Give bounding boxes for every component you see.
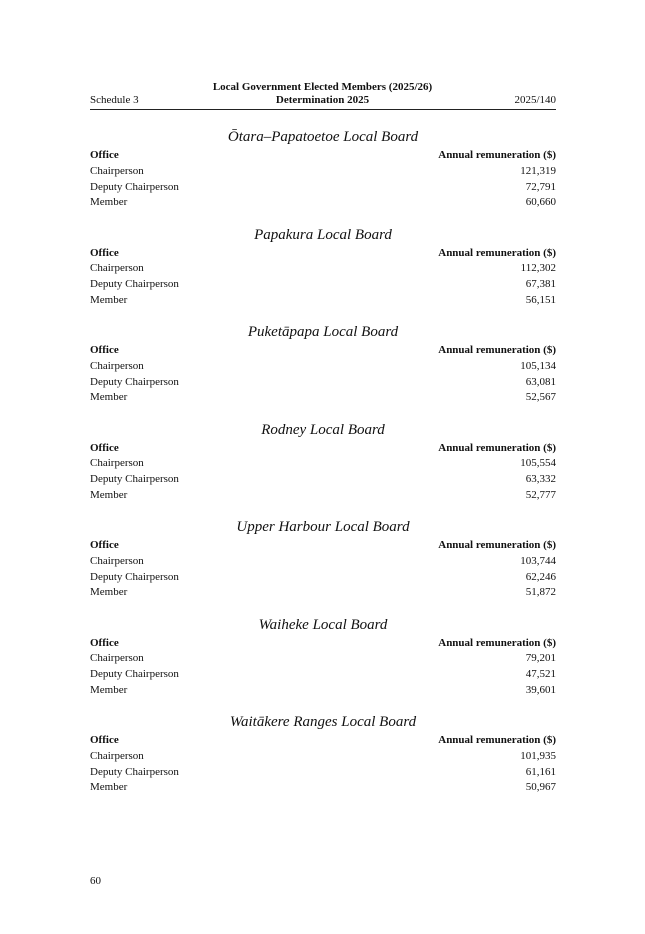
board-title: Puketāpapa Local Board — [247, 324, 399, 340]
table-row — [90, 667, 556, 683]
table-header-row — [90, 636, 556, 652]
amount-cell: 67,381 — [525, 278, 556, 291]
column-header-office: Office — [90, 149, 119, 161]
table-header-row — [90, 733, 556, 749]
column-header-office: Office — [90, 246, 119, 259]
column-header-remuneration: Annual remuneration ($) — [438, 149, 556, 161]
header-title — [200, 81, 445, 107]
column-header-remuneration: Annual remuneration ($) — [438, 636, 556, 649]
header-divider — [90, 109, 556, 110]
amount-cell: 47,521 — [525, 668, 556, 681]
board-title: Rodney Local Board — [261, 421, 385, 438]
table-row — [90, 277, 556, 293]
board-section — [90, 616, 556, 714]
column-header-remuneration: Annual remuneration ($) — [438, 734, 556, 746]
table-row — [90, 390, 556, 406]
office-cell: Deputy Chairperson — [90, 765, 179, 778]
office-cell: Member — [90, 586, 128, 599]
table-row — [90, 570, 556, 586]
office-cell: Member — [90, 196, 128, 209]
office-cell: Chairperson — [90, 749, 144, 762]
office-cell: Member — [90, 293, 128, 306]
table-row — [90, 456, 556, 472]
column-header-office: Office — [90, 734, 119, 746]
header-reference: 2025/140 — [514, 94, 556, 106]
office-cell: Chairperson — [90, 262, 144, 275]
table-row — [90, 749, 556, 765]
board-title: Upper Harbour Local Board — [236, 519, 410, 535]
table-header-row — [90, 246, 556, 262]
amount-cell: 52,777 — [525, 488, 556, 501]
table-row — [90, 554, 556, 570]
office-cell: Deputy Chairperson — [90, 278, 179, 291]
boards-content — [90, 128, 556, 811]
amount-cell: 72,791 — [525, 180, 556, 193]
column-header-remuneration: Annual remuneration ($) — [438, 441, 556, 454]
board-title: Papakura Local Board — [254, 226, 392, 243]
table-row — [90, 261, 556, 277]
amount-cell: 121,319 — [520, 164, 556, 177]
board-title: Waiheke Local Board — [258, 616, 388, 633]
amount-cell: 63,081 — [525, 375, 556, 388]
table-header-row — [90, 538, 556, 554]
table-row — [90, 780, 556, 796]
office-cell: Deputy Chairperson — [90, 180, 179, 193]
amount-cell: 103,744 — [520, 554, 556, 567]
table-row — [90, 164, 556, 180]
column-header-office: Office — [90, 344, 119, 356]
amount-cell: 101,935 — [520, 749, 556, 762]
board-section — [90, 128, 556, 226]
office-cell: Member — [90, 683, 128, 696]
table-row — [90, 375, 556, 391]
office-cell: Member — [90, 391, 128, 404]
column-header-remuneration: Annual remuneration ($) — [438, 344, 556, 356]
header-schedule: Schedule 3 — [90, 94, 139, 106]
office-cell: Chairperson — [90, 652, 144, 665]
column-header-office: Office — [90, 636, 119, 649]
office-cell: Chairperson — [90, 554, 144, 567]
amount-cell: 61,161 — [525, 765, 556, 778]
column-header-office: Office — [90, 539, 119, 551]
board-section — [90, 518, 556, 616]
table-row — [90, 683, 556, 699]
table-row — [90, 585, 556, 601]
column-header-remuneration: Annual remuneration ($) — [438, 246, 556, 259]
table-row — [90, 472, 556, 488]
amount-cell: 62,246 — [525, 570, 556, 583]
amount-cell: 79,201 — [525, 652, 556, 665]
amount-cell: 60,660 — [525, 196, 556, 209]
amount-cell: 105,134 — [520, 359, 556, 372]
table-row — [90, 293, 556, 309]
board-section — [90, 713, 556, 811]
amount-cell: 52,567 — [525, 391, 556, 404]
column-header-remuneration: Annual remuneration ($) — [438, 539, 556, 551]
page-number: 60 — [90, 875, 101, 887]
amount-cell: 56,151 — [525, 293, 556, 306]
office-cell: Member — [90, 781, 128, 794]
column-header-office: Office — [90, 441, 119, 454]
office-cell: Chairperson — [90, 359, 144, 372]
table-header-row — [90, 148, 556, 164]
board-section — [90, 226, 556, 324]
amount-cell: 105,554 — [520, 457, 556, 470]
office-cell: Deputy Chairperson — [90, 473, 179, 486]
office-cell: Deputy Chairperson — [90, 375, 179, 388]
table-row — [90, 180, 556, 196]
table-header-row — [90, 441, 556, 457]
table-row — [90, 488, 556, 504]
amount-cell: 39,601 — [525, 683, 556, 696]
amount-cell: 63,332 — [525, 473, 556, 486]
table-row — [90, 765, 556, 781]
header-title-line1: Local Government Elected Members (2025/26) — [212, 81, 433, 93]
table-row — [90, 195, 556, 211]
office-cell: Chairperson — [90, 457, 144, 470]
office-cell: Member — [90, 488, 128, 501]
board-title: Waitākere Ranges Local Board — [229, 714, 417, 730]
table-header-row — [90, 343, 556, 359]
header-title-line2: Determination 2025 — [275, 94, 370, 106]
amount-cell: 51,872 — [525, 586, 556, 599]
board-title: Ōtara–Papatoetoe Local Board — [227, 129, 419, 145]
table-row — [90, 651, 556, 667]
board-section — [90, 323, 556, 421]
board-section — [90, 421, 556, 519]
office-cell: Deputy Chairperson — [90, 668, 179, 681]
office-cell: Deputy Chairperson — [90, 570, 179, 583]
table-row — [90, 359, 556, 375]
amount-cell: 50,967 — [525, 781, 556, 794]
office-cell: Chairperson — [90, 164, 144, 177]
amount-cell: 112,302 — [520, 262, 556, 275]
